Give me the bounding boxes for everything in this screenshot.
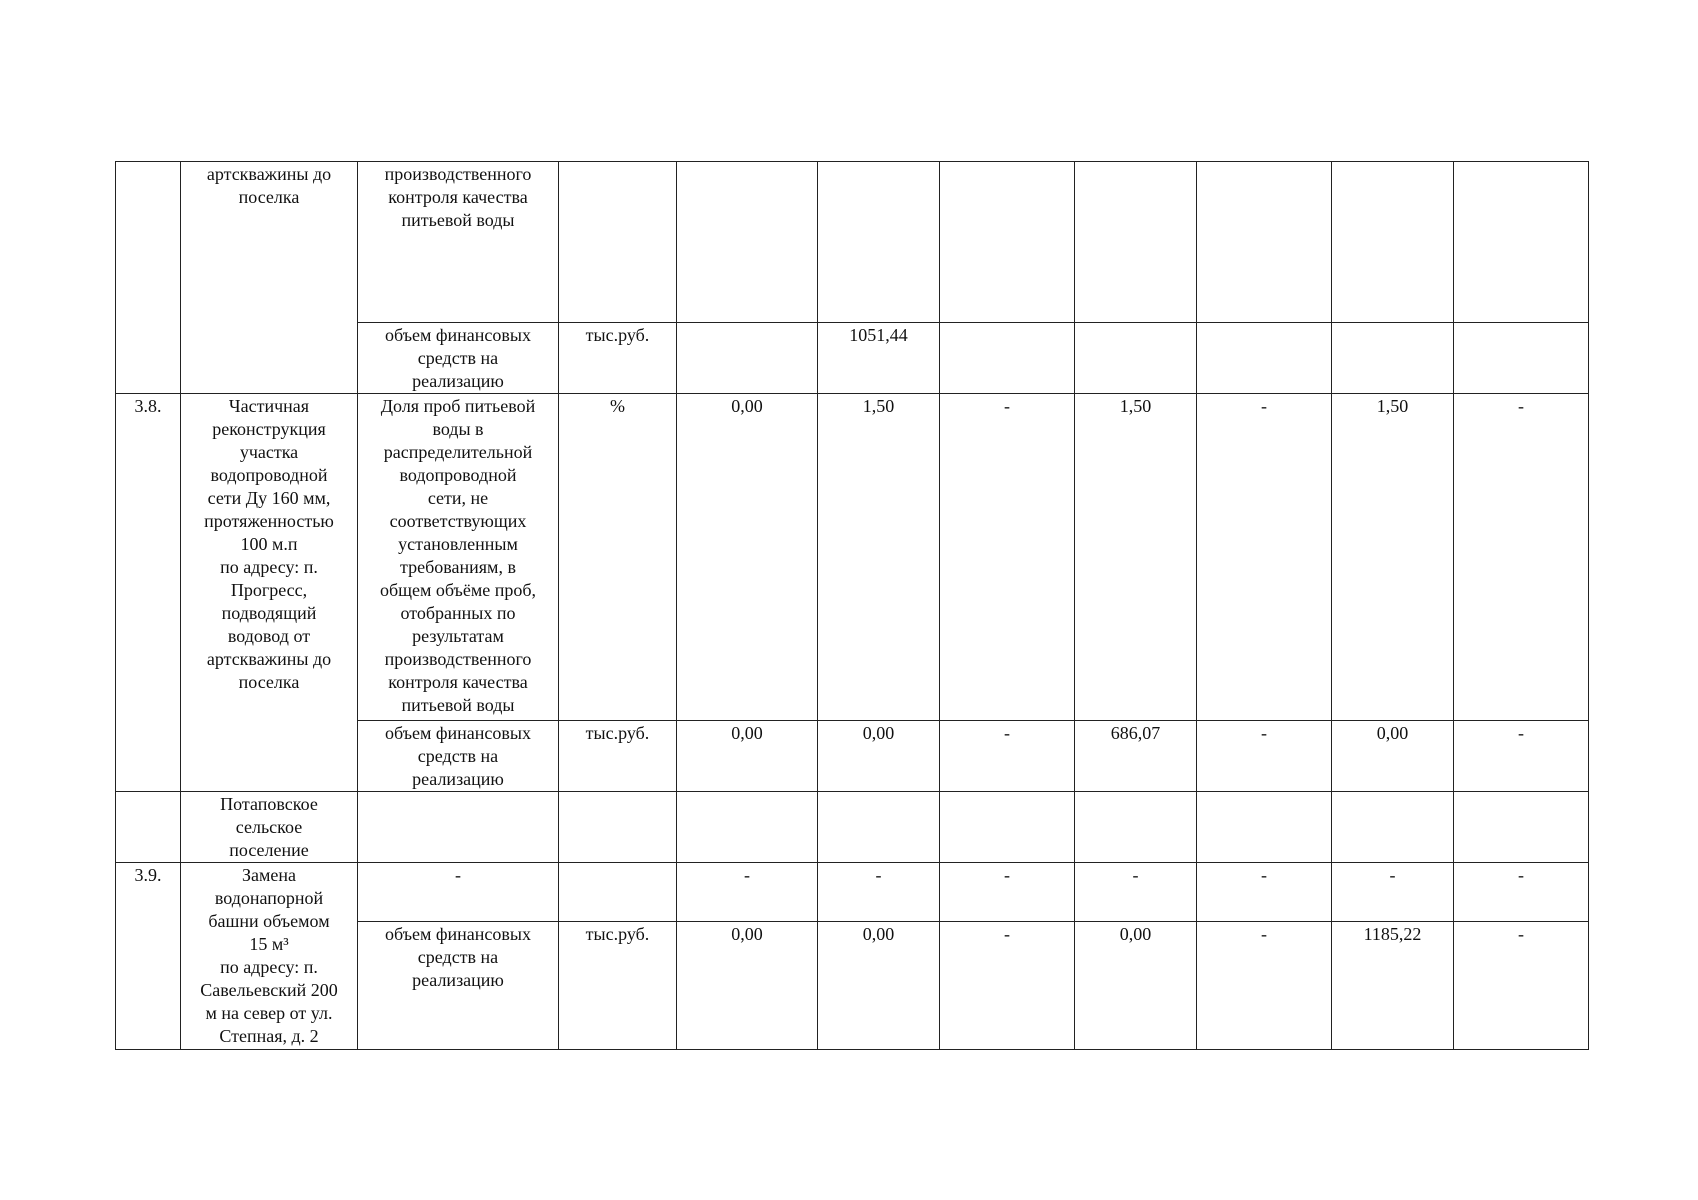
table-cell — [1197, 394, 1332, 721]
table-cell — [358, 162, 559, 323]
cell-text: Замена водонапорной башни объемом 15 м³ по адресу: п. Савельевский 200 м на север от ул. Степная, д. 2 — [200, 865, 338, 1046]
table-cell — [677, 863, 818, 922]
cell-text: 0,00 — [731, 723, 763, 743]
cell-text: - — [455, 865, 461, 885]
table-cell — [358, 922, 559, 1050]
table-cell — [116, 162, 181, 394]
table-cell — [818, 162, 940, 323]
table-cell — [940, 162, 1075, 323]
table-cell — [1197, 162, 1332, 323]
table-cell — [559, 863, 677, 922]
table-cell — [818, 323, 940, 394]
cell-text: - — [1518, 396, 1524, 416]
table-cell — [116, 394, 181, 792]
cell-text: тыс.руб. — [585, 924, 650, 944]
table-cell — [1332, 792, 1454, 863]
cell-text: 0,00 — [1376, 723, 1409, 743]
cell-text: - — [1518, 865, 1524, 885]
cell-text: Потаповское сельское поселение — [220, 794, 318, 860]
table-cell — [940, 922, 1075, 1050]
table-cell — [1075, 394, 1197, 721]
cell-text: 1185,22 — [1363, 924, 1422, 944]
cell-text: - — [1518, 723, 1524, 743]
table-cell — [1197, 721, 1332, 792]
cell-text: объем финансовых средств на реализацию — [384, 325, 532, 391]
cell-text: - — [1004, 396, 1010, 416]
table-cell — [559, 792, 677, 863]
table-cell — [559, 162, 677, 323]
cell-text: артскважины до поселка — [206, 164, 332, 207]
table-cell — [1332, 394, 1454, 721]
cell-text: - — [1261, 924, 1267, 944]
table-cell — [1332, 721, 1454, 792]
cell-text: 0,00 — [1119, 924, 1152, 944]
table-cell — [677, 394, 818, 721]
table-cell — [559, 922, 677, 1050]
table-cell — [358, 721, 559, 792]
cell-text: - — [1518, 924, 1524, 944]
table-row — [116, 394, 1589, 721]
cell-text: 1,50 — [862, 396, 895, 416]
cell-text: 0,00 — [731, 924, 763, 944]
table-cell — [559, 721, 677, 792]
table-cell — [818, 792, 940, 863]
table-cell — [1197, 922, 1332, 1050]
cell-text: 1051,44 — [849, 325, 908, 345]
table-row — [116, 863, 1589, 922]
table-cell — [116, 863, 181, 1050]
cell-text: - — [1261, 396, 1267, 416]
table-cell — [1454, 323, 1589, 394]
table-cell — [818, 863, 940, 922]
cell-text: 0,00 — [862, 924, 895, 944]
table-cell — [677, 162, 818, 323]
cell-text: - — [1389, 865, 1396, 885]
table-cell — [1332, 323, 1454, 394]
table-cell — [559, 394, 677, 721]
table-cell — [1197, 863, 1332, 922]
table-cell — [358, 863, 559, 922]
cell-text: - — [1004, 865, 1010, 885]
table-cell — [940, 323, 1075, 394]
table-cell — [677, 922, 818, 1050]
table-cell — [940, 394, 1075, 721]
cell-text: тыс.руб. — [585, 325, 650, 345]
table-cell — [181, 863, 358, 1050]
table-cell — [358, 323, 559, 394]
cell-text: - — [875, 865, 882, 885]
table-cell — [818, 721, 940, 792]
table-cell — [940, 721, 1075, 792]
cell-text: 3.9. — [134, 865, 162, 885]
table-cell — [116, 792, 181, 863]
table-cell — [677, 323, 818, 394]
cell-text: 0,00 — [862, 723, 895, 743]
cell-text: 0,00 — [731, 396, 763, 416]
cell-text: производственного контроля качества питьевой воды — [384, 164, 532, 230]
cell-text: 3.8. — [134, 396, 162, 416]
cell-text: тыс.руб. — [585, 723, 650, 743]
table-cell — [181, 394, 358, 792]
table-cell — [1454, 162, 1589, 323]
program-indicators-table — [115, 161, 1589, 1050]
table-cell — [940, 863, 1075, 922]
table-cell — [181, 162, 358, 394]
table-cell — [1075, 922, 1197, 1050]
cell-text: 686,07 — [1110, 723, 1161, 743]
table-cell — [940, 792, 1075, 863]
cell-text: - — [744, 865, 750, 885]
table-cell — [559, 323, 677, 394]
table-cell — [1075, 162, 1197, 323]
cell-text: % — [610, 396, 625, 416]
table-cell — [1454, 922, 1589, 1050]
table-cell — [677, 721, 818, 792]
cell-text: - — [1004, 723, 1010, 743]
table-cell — [1075, 323, 1197, 394]
cell-text: 1,50 — [1119, 396, 1152, 416]
table-cell — [1454, 394, 1589, 721]
table-cell — [1454, 792, 1589, 863]
cell-text: объем финансовых средств на реализацию — [384, 723, 532, 789]
table-cell — [1332, 863, 1454, 922]
table-cell — [1075, 721, 1197, 792]
table-row — [116, 162, 1589, 323]
cell-text: - — [1261, 723, 1267, 743]
cell-text: - — [1132, 865, 1139, 885]
cell-text: 1,50 — [1376, 396, 1409, 416]
table-cell — [1332, 162, 1454, 323]
table-cell — [818, 922, 940, 1050]
table-cell — [1197, 323, 1332, 394]
cell-text: Частичная реконструкция участка водопроводной сети Ду 160 мм, протяженностью 100 м.п по адресу: п. Прогресс, подводящий водовод от артскважины до поселка — [204, 396, 334, 692]
table-cell — [1454, 721, 1589, 792]
cell-text: объем финансовых средств на реализацию — [384, 924, 532, 990]
table-body — [116, 162, 1589, 1050]
table-cell — [1075, 792, 1197, 863]
cell-text: - — [1004, 924, 1010, 944]
table-cell — [1075, 863, 1197, 922]
table-cell — [1454, 863, 1589, 922]
table-cell — [1197, 792, 1332, 863]
table-cell — [677, 792, 818, 863]
table-cell — [818, 394, 940, 721]
table-cell — [358, 792, 559, 863]
table-cell — [358, 394, 559, 721]
table-cell — [1332, 922, 1454, 1050]
cell-text: Доля проб питьевой воды в распределительной водопроводной сети, не соответствующих установленным требованиям, в общем объёме проб, отобранных по результатам производственного контроля качества питьевой воды — [379, 396, 537, 715]
table-row — [116, 792, 1589, 863]
cell-text: - — [1261, 865, 1267, 885]
table-cell — [181, 792, 358, 863]
